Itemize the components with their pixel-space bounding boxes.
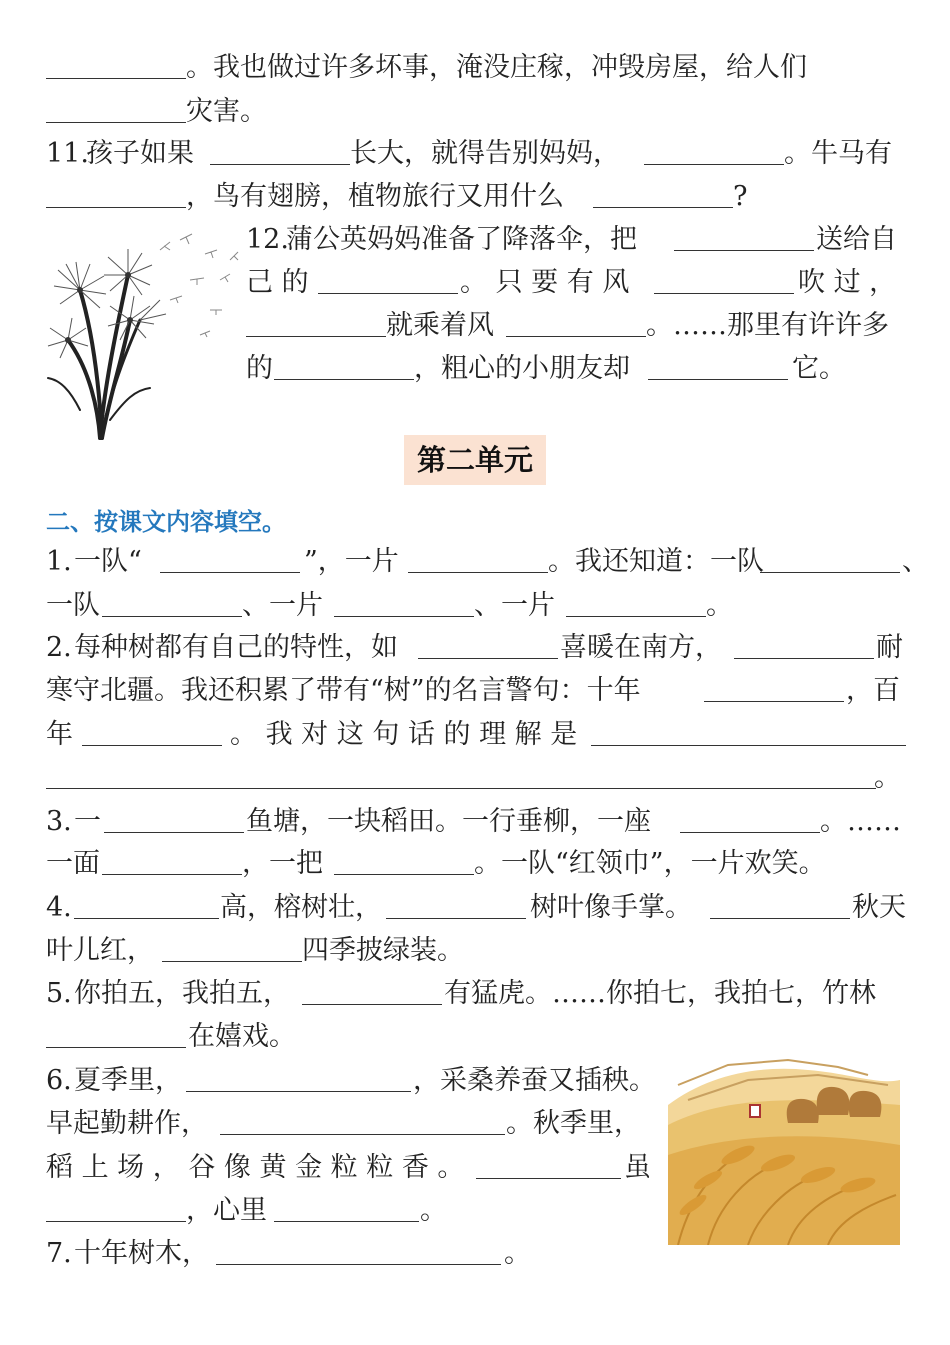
harvest-illustration	[668, 1045, 900, 1245]
question-number: 4.	[46, 892, 72, 923]
answer-blank[interactable]	[46, 92, 186, 123]
answer-blank[interactable]	[506, 306, 646, 337]
answer-blank[interactable]	[186, 1061, 411, 1092]
answer-blank[interactable]	[74, 888, 219, 919]
dandelion-illustration	[40, 220, 245, 445]
answer-blank[interactable]	[591, 715, 906, 746]
question-number: 2.	[46, 632, 72, 663]
answer-blank[interactable]	[46, 758, 876, 789]
question-number: 7.	[46, 1238, 72, 1269]
question-number: 1.	[46, 546, 72, 577]
answer-blank[interactable]	[46, 177, 186, 208]
answer-blank[interactable]	[680, 802, 820, 833]
answer-blank[interactable]	[302, 974, 442, 1005]
answer-blank[interactable]	[46, 1191, 186, 1222]
answer-blank[interactable]	[710, 888, 850, 919]
answer-blank[interactable]	[734, 628, 874, 659]
answer-blank[interactable]	[566, 586, 706, 617]
answer-blank[interactable]	[220, 1104, 505, 1135]
section-heading: 二、按课文内容填空。	[46, 508, 286, 536]
answer-blank[interactable]	[674, 220, 814, 251]
question-number: 11.	[46, 138, 89, 169]
answer-blank[interactable]	[760, 542, 900, 573]
answer-blank[interactable]	[162, 931, 302, 962]
answer-blank[interactable]	[46, 1017, 186, 1048]
answer-blank[interactable]	[274, 349, 414, 380]
answer-blank[interactable]	[216, 1234, 501, 1265]
question-number: 12.	[246, 224, 289, 255]
answer-blank[interactable]	[210, 134, 350, 165]
answer-blank[interactable]	[654, 263, 794, 294]
question-number: 6.	[46, 1065, 72, 1096]
answer-blank[interactable]	[334, 586, 474, 617]
answer-blank[interactable]	[704, 671, 844, 702]
answer-blank[interactable]	[46, 48, 186, 79]
unit-title: 第二单元	[404, 435, 546, 485]
answer-blank[interactable]	[408, 542, 548, 573]
answer-blank[interactable]	[274, 1191, 419, 1222]
answer-blank[interactable]	[644, 134, 784, 165]
answer-blank[interactable]	[246, 306, 386, 337]
answer-blank[interactable]	[104, 802, 244, 833]
answer-blank[interactable]	[102, 844, 242, 875]
answer-blank[interactable]	[82, 715, 222, 746]
answer-blank[interactable]	[102, 586, 242, 617]
answer-blank[interactable]	[318, 263, 458, 294]
answer-blank[interactable]	[160, 542, 300, 573]
question-number: 3.	[46, 806, 72, 837]
answer-blank[interactable]	[648, 349, 788, 380]
answer-blank[interactable]	[386, 888, 526, 919]
answer-blank[interactable]	[593, 177, 733, 208]
answer-blank[interactable]	[334, 844, 474, 875]
question-number: 5.	[46, 978, 72, 1009]
answer-blank[interactable]	[418, 628, 558, 659]
answer-blank[interactable]	[476, 1148, 621, 1179]
